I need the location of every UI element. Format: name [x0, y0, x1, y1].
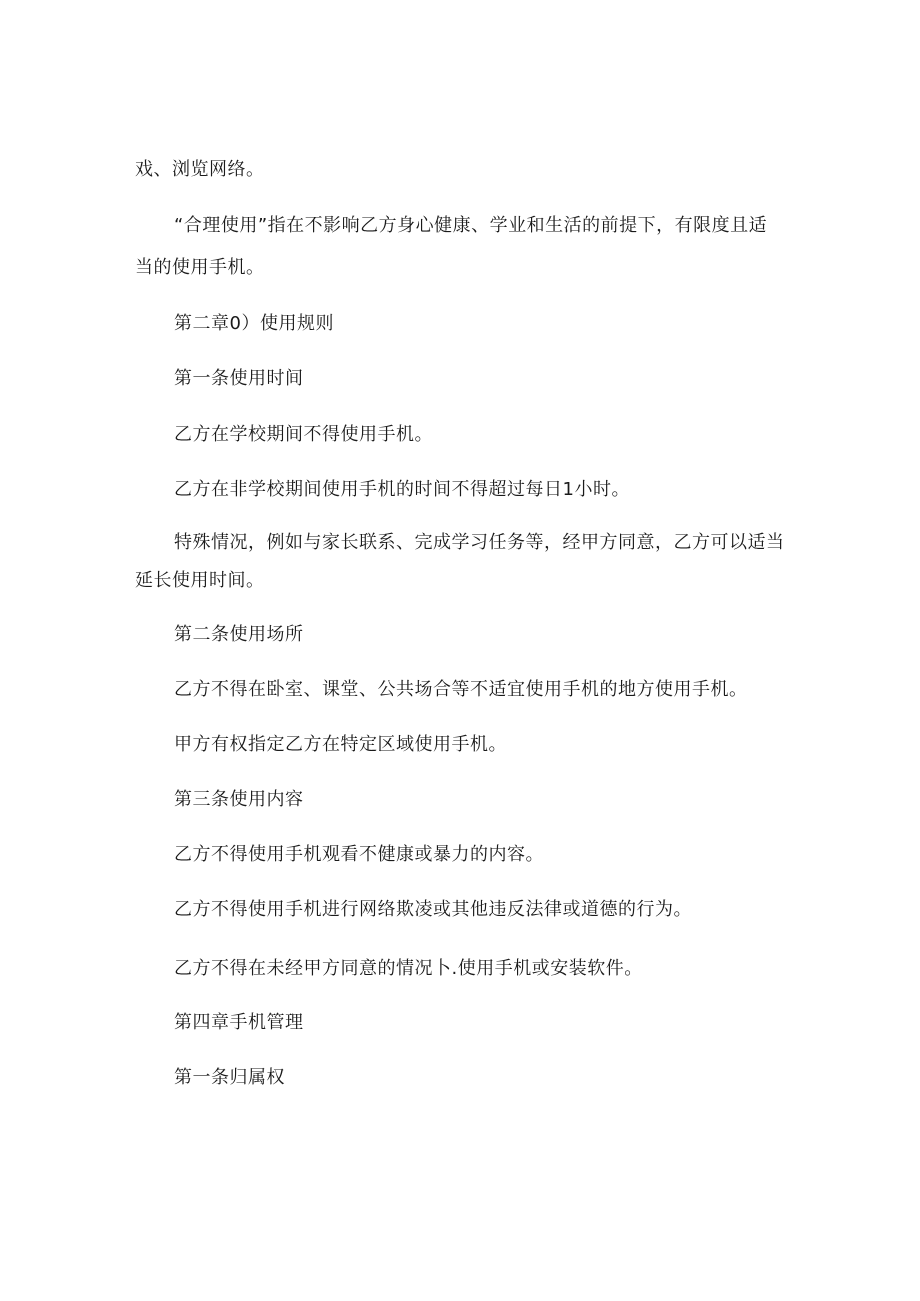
text-line: 乙方不得在卧室、课堂、公共场合等不适宜使用手机的地方使用手机。 — [174, 679, 748, 700]
text-line: 乙方在非学校期间使用手机的时间不得超过每日1小时。 — [174, 479, 630, 500]
text-line: 乙方不得在未经甲方同意的情况卜.使用手机或安装软件。 — [174, 958, 643, 979]
text-line: 当的使用手机。 — [135, 257, 265, 278]
chapter-heading: 第四章手机管理 — [174, 1012, 304, 1033]
text-line: 特殊情况，例如与家长联系、完成学习任务等，经甲方同意，乙方可以适当 — [174, 532, 785, 553]
article-heading: 第一条归属权 — [174, 1067, 285, 1088]
text-line: 延长使用时间。 — [135, 570, 265, 591]
text-line: “合理使用”指在不影响乙方身心健康、学业和生活的前提下，有限度且适 — [174, 215, 768, 236]
text-line: 乙方不得使用手机进行网络欺凌或其他违反法律或道德的行为。 — [174, 899, 692, 920]
text-line: 乙方不得使用手机观看不健康或暴力的内容。 — [174, 844, 544, 865]
article-heading: 第三条使用内容 — [174, 789, 304, 810]
text-line: 甲方有权指定乙方在特定区域使用手机。 — [174, 734, 507, 755]
article-heading: 第一条使用时间 — [174, 368, 304, 389]
text-line: 乙方在学校期间不得使用手机。 — [174, 424, 433, 445]
chapter-heading: 第二章0）使用规则 — [174, 313, 334, 334]
text-line: 戏、浏览网络。 — [135, 159, 265, 180]
article-heading: 第二条使用场所 — [174, 624, 304, 645]
